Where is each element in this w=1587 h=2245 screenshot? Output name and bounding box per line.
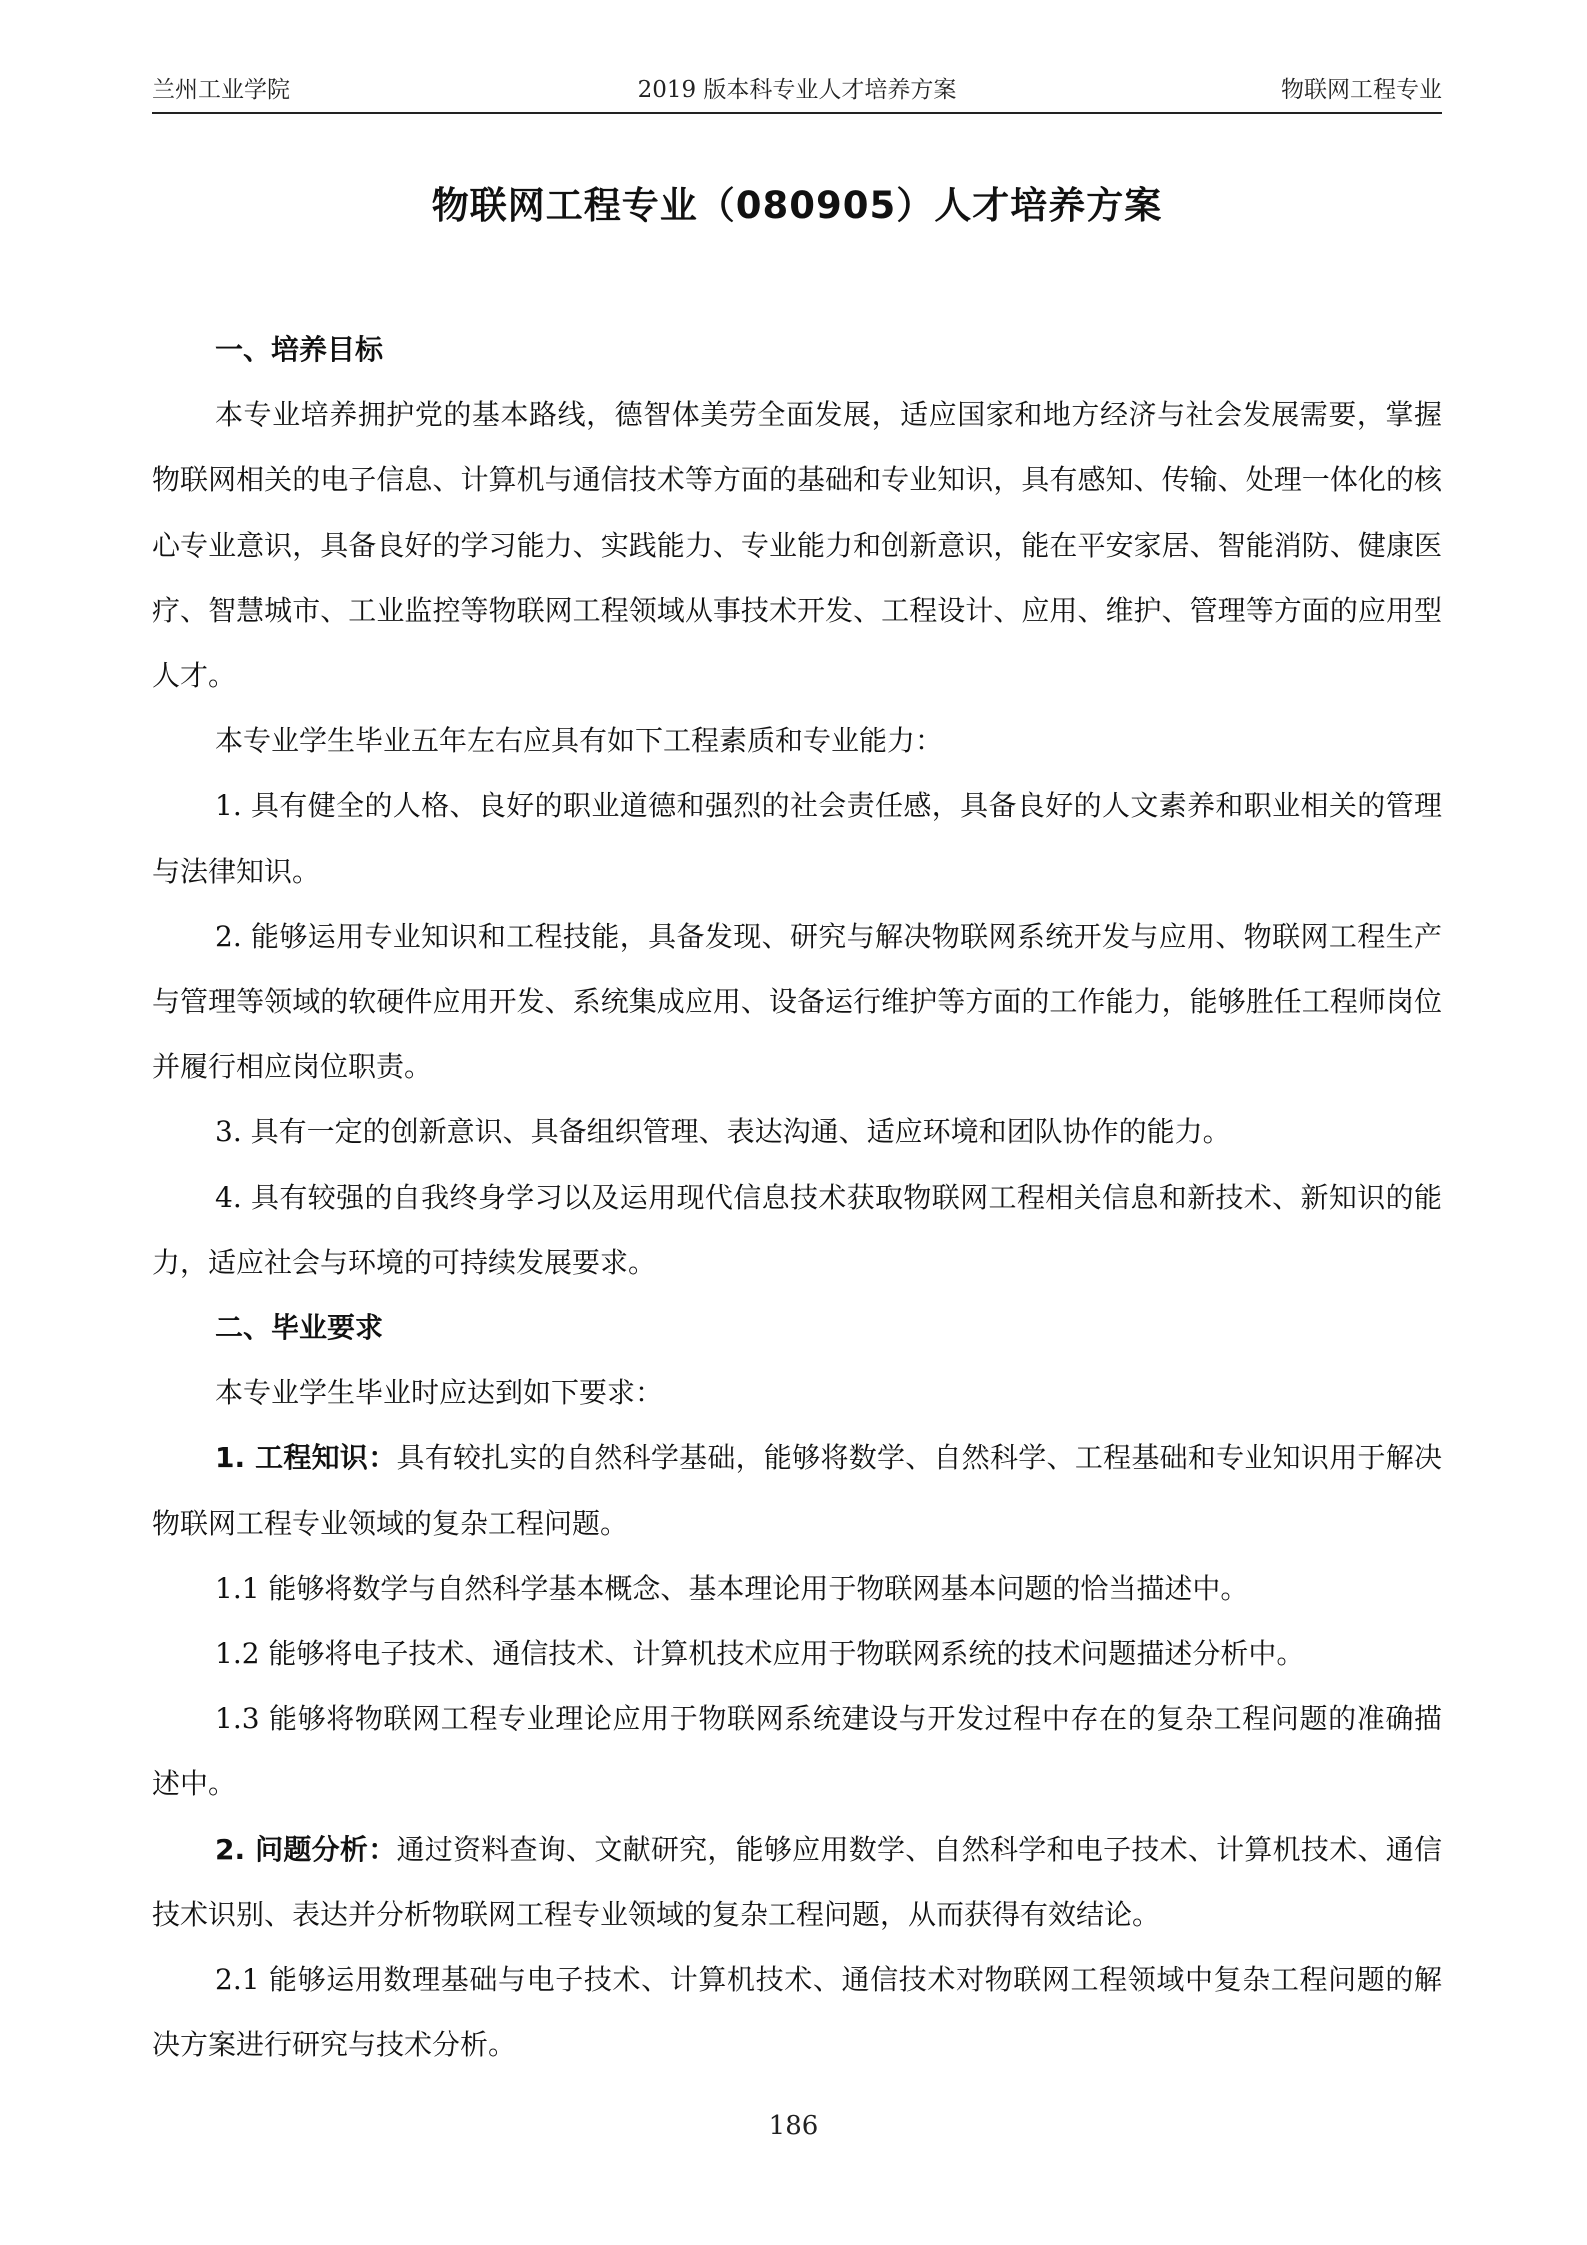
objectives-lead-paragraph: 本专业学生毕业五年左右应具有如下工程素质和专业能力：	[215, 724, 944, 758]
requirement-label: 1. 工程知识：	[215, 1441, 397, 1475]
document-body	[152, 317, 1442, 2077]
page-number: 186	[768, 2111, 819, 2141]
requirement-text: 具有较扎实的自然科学基础，能够将数学、自然科学、工程基础和专业知识用于解决物联网工程专业领域的复杂工程问题。	[152, 1441, 1442, 1540]
header-school-name: 兰州工业学院	[152, 77, 290, 103]
sub-requirement-item: 1.3 能够将物联网工程专业理论应用于物联网系统建设与开发过程中存在的复杂工程问题的准确描述中。	[152, 1702, 1442, 1801]
objective-item: 3. 具有一定的创新意识、具备组织管理、表达沟通、适应环境和团队协作的能力。	[215, 1115, 1231, 1149]
header-major-name: 物联网工程专业	[1281, 77, 1442, 103]
section-heading-objectives: 一、培养目标	[215, 333, 384, 366]
page-title: 物联网工程专业（080905）人才培养方案	[431, 184, 1163, 227]
sub-requirement-item: 1.2 能够将电子技术、通信技术、计算机技术应用于物联网系统的技术问题描述分析中。	[215, 1637, 1305, 1671]
requirement-label: 2. 问题分析：	[215, 1832, 397, 1866]
header-document-name: 2019 版本科专业人才培养方案	[637, 77, 957, 103]
sub-requirement-item: 1.1 能够将数学与自然科学基本概念、基本理论用于物联网基本问题的恰当描述中。	[215, 1571, 1249, 1605]
requirement-text: 通过资料查询、文献研究，能够应用数学、自然科学和电子技术、计算机技术、通信技术识别、表达并分析物联网工程专业领域的复杂工程问题，从而获得有效结论。	[152, 1832, 1442, 1931]
requirements-lead-paragraph: 本专业学生毕业时应达到如下要求：	[215, 1376, 664, 1410]
requirement-problem-analysis	[152, 1817, 1442, 1947]
header-rule	[152, 112, 1442, 114]
objective-item: 4. 具有较强的自我终身学习以及运用现代信息技术获取物联网工程相关信息和新技术、新知识的能力，适应社会与环境的可持续发展要求。	[152, 1180, 1442, 1279]
objective-item: 1. 具有健全的人格、良好的职业道德和强烈的社会责任感，具备良好的人文素养和职业相关的管理与法律知识。	[152, 789, 1442, 888]
running-header	[152, 70, 1442, 110]
section-heading-requirements: 二、毕业要求	[215, 1311, 384, 1345]
requirement-engineering-knowledge	[152, 1425, 1442, 1555]
objective-item: 2. 能够运用专业知识和工程技能，具备发现、研究与解决物联网系统开发与应用、物联网工程生产与管理等领域的软硬件应用开发、系统集成应用、设备运行维护等方面的工作能力，能够胜任工程师岗位并履行相应岗位职责。	[152, 919, 1442, 1084]
sub-requirement-item: 2.1 能够运用数理基础与电子技术、计算机技术、通信技术对物联网工程领域中复杂工程问题的解决方案进行研究与技术分析。	[152, 1963, 1442, 2062]
objectives-intro-paragraph: 本专业培养拥护党的基本路线，德智体美劳全面发展，适应国家和地方经济与社会发展需要，掌握物联网相关的电子信息、计算机与通信技术等方面的基础和专业知识，具有感知、传输、处理一体化的核心专业意识，具备良好的学习能力、实践能力、专业能力和创新意识，能在平安家居、智能消防、健康医疗、智慧城市、工业监控等物联网工程领域从事技术开发、工程设计、应用、维护、管理等方面的应用型人才。	[152, 398, 1442, 693]
